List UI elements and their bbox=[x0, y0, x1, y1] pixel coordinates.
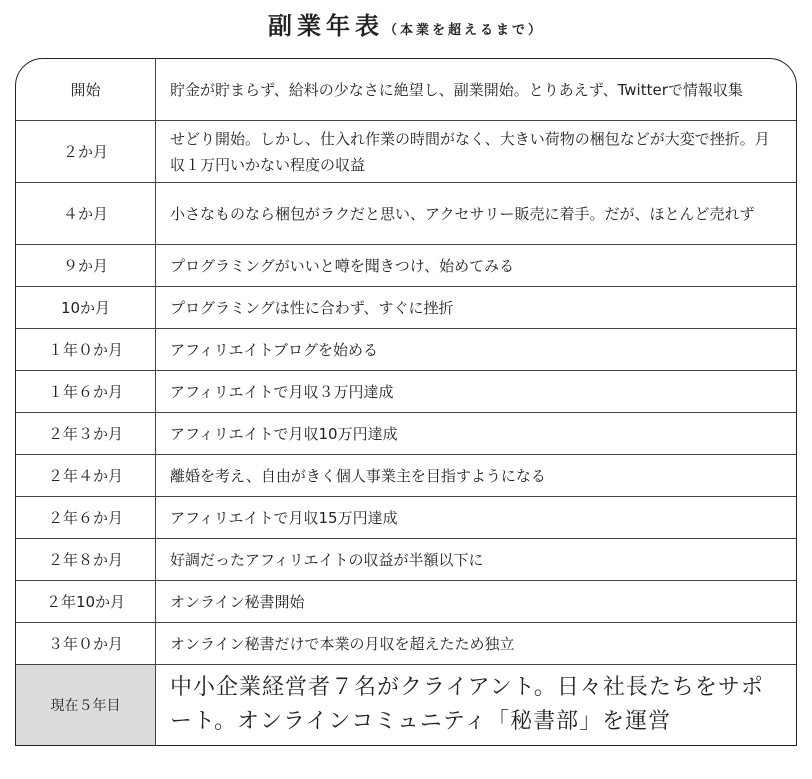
description-cell: 離婚を考え、自由がきく個人事業主を目指すようになる bbox=[156, 455, 796, 497]
description-cell: 好調だったアフィリエイトの収益が半額以下に bbox=[156, 539, 796, 581]
table-row bbox=[16, 497, 796, 539]
period-cell: ２年８か月 bbox=[16, 539, 156, 581]
table-row bbox=[16, 245, 796, 287]
period-cell: １年０か月 bbox=[16, 329, 156, 371]
table-row bbox=[16, 413, 796, 455]
period-cell: ２か月 bbox=[16, 121, 156, 183]
period-cell: ９か月 bbox=[16, 245, 156, 287]
table-row bbox=[16, 329, 796, 371]
title-subtitle: （本業を超えるまで） bbox=[383, 23, 544, 38]
table-row bbox=[16, 371, 796, 413]
period-cell: ２年３か月 bbox=[16, 413, 156, 455]
description-cell: アフィリエイトブログを始める bbox=[156, 329, 796, 371]
description-cell: アフィリエイトで月収10万円達成 bbox=[156, 413, 796, 455]
table-row bbox=[16, 623, 796, 665]
period-cell: ２年６か月 bbox=[16, 497, 156, 539]
period-cell: 10か月 bbox=[16, 287, 156, 329]
table-row bbox=[16, 539, 796, 581]
table-row-current bbox=[16, 665, 796, 745]
description-cell: アフィリエイトで月収15万円達成 bbox=[156, 497, 796, 539]
description-cell: オンライン秘書だけで本業の月収を超えたため独立 bbox=[156, 623, 796, 665]
table-row bbox=[16, 287, 796, 329]
description-cell: プログラミングがいいと噂を聞きつけ、始めてみる bbox=[156, 245, 796, 287]
period-cell: ２年４か月 bbox=[16, 455, 156, 497]
table-row bbox=[16, 581, 796, 623]
description-cell: アフィリエイトで月収３万円達成 bbox=[156, 371, 796, 413]
period-cell: 開始 bbox=[16, 59, 156, 121]
period-cell: ２年10か月 bbox=[16, 581, 156, 623]
table-row bbox=[16, 121, 796, 183]
page-title bbox=[0, 6, 812, 41]
description-cell: オンライン秘書開始 bbox=[156, 581, 796, 623]
table-row bbox=[16, 455, 796, 497]
description-cell: 貯金が貯まらず、給料の少なさに絶望し、副業開始。とりあえず、Twitterで情報収集 bbox=[156, 59, 796, 121]
period-cell: ３年０か月 bbox=[16, 623, 156, 665]
timeline-table bbox=[15, 58, 797, 746]
description-cell: 小さなものなら梱包がラクだと思い、アクセサリー販売に着手。だが、ほとんど売れず bbox=[156, 183, 796, 245]
table-row bbox=[16, 183, 796, 245]
title-main: 副業年表 bbox=[267, 12, 384, 40]
period-cell: １年６か月 bbox=[16, 371, 156, 413]
period-cell-current: 現在５年目 bbox=[16, 665, 156, 745]
period-cell: ４か月 bbox=[16, 183, 156, 245]
description-cell-current: 中小企業経営者７名がクライアント。日々社長たちをサポート。オンラインコミュニティ「秘書部」を運営 bbox=[170, 675, 764, 734]
table-row bbox=[16, 59, 796, 121]
description-cell: せどり開始。しかし、仕入れ作業の時間がなく、大きい荷物の梱包などが大変で挫折。月収１万円いかない程度の収益 bbox=[156, 121, 796, 183]
description-cell: プログラミングは性に合わず、すぐに挫折 bbox=[156, 287, 796, 329]
